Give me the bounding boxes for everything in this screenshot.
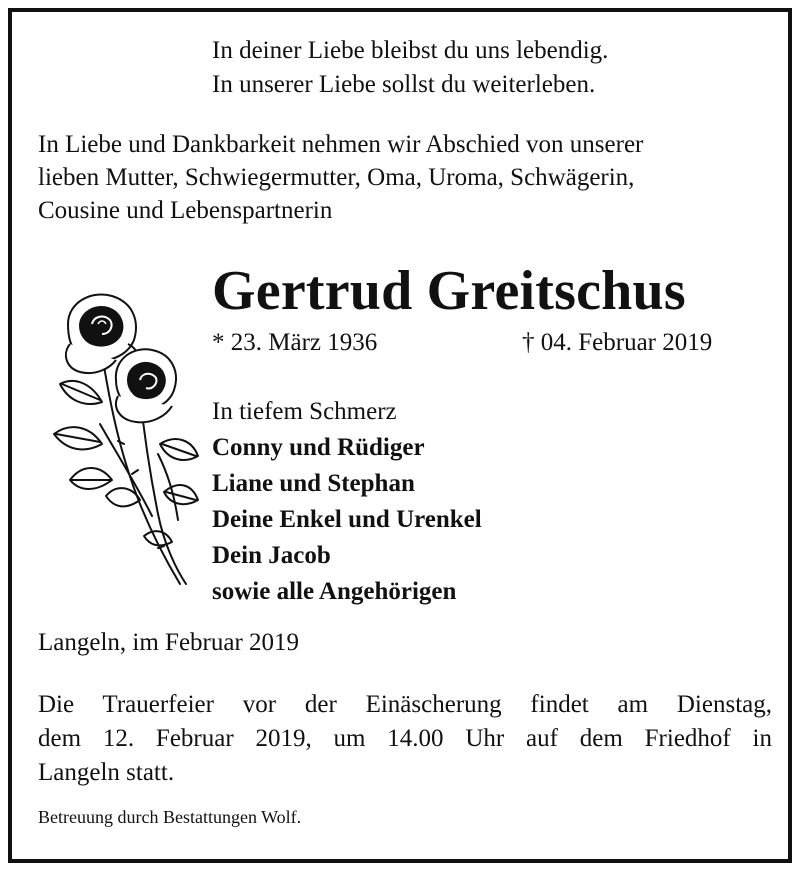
deceased-name: Gertrud Greitschus	[212, 260, 686, 322]
undertaker-credit: Betreuung durch Bestattungen Wolf.	[38, 807, 302, 827]
mourners-list	[212, 394, 482, 610]
mourner-name: Deine Enkel und Urenkel	[212, 506, 482, 533]
funeral-line-1: Die Trauerfeier vor der Einäscherung findet am Dienstag,	[38, 691, 772, 718]
funeral-line-3: Langeln statt.	[38, 759, 175, 786]
mourner-name: Conny und Rüdiger	[212, 434, 425, 461]
place-and-date: Langeln, im Februar 2019	[38, 629, 300, 656]
mourner-name: sowie alle Angehörigen	[212, 578, 457, 605]
intro-line-2: lieben Mutter, Schwiegermutter, Oma, Uroma, Schwägerin,	[38, 164, 635, 191]
rose-icon	[40, 284, 200, 594]
mourners-lead: In tiefem Schmerz	[212, 398, 397, 425]
verse-line-1: In deiner Liebe bleibst du uns lebendig.	[212, 37, 609, 64]
mourner-name: Liane und Stephan	[212, 470, 415, 497]
verse-line-2: In unserer Liebe sollst du weiterleben.	[212, 71, 596, 98]
obituary-notice	[8, 8, 792, 863]
intro-line-3: Cousine und Lebenspartnerin	[38, 197, 333, 224]
funeral-line-2: dem 12. Februar 2019, um 14.00 Uhr auf dem Friedhof in	[38, 725, 772, 752]
birth-date: * 23. März 1936	[212, 329, 378, 356]
mourner-name: Dein Jacob	[212, 542, 331, 569]
death-date: † 04. Februar 2019	[522, 329, 713, 356]
farewell-intro	[38, 128, 643, 227]
intro-line-1: In Liebe und Dankbarkeit nehmen wir Abschied von unserer	[38, 131, 644, 158]
memorial-verse	[212, 34, 608, 102]
funeral-details	[38, 688, 772, 790]
